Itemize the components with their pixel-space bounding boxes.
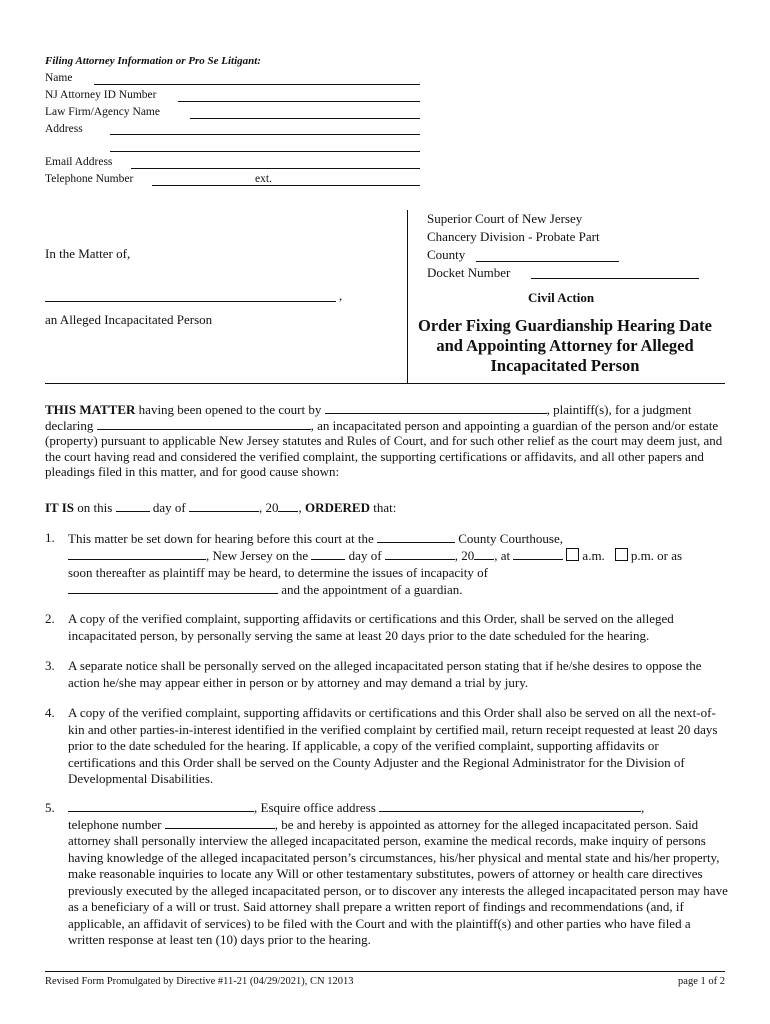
item-4-text: A copy of the verified complaint, supporting affidavits or certifications and this Order shall also be served on all the next-of-kin and other parties-in-interest identified in the verified complaint by certified mail, return receipt requested at least 20 days prior to the date scheduled for the hearing. If applicable, a copy of the verified complaint, supporting affidavits or certifications and this Order shall be served on the County Adjuster and the Regional Administrator for the Division of Developmental Disabilities. <box>68 705 718 786</box>
item-2-text: A copy of the verified complaint, supporting affidavits or certifications and this Order, shall be served on the alleged incapacitated person, by personally serving the same at least 20 days prior to the date scheduled for the hearing. <box>68 611 674 643</box>
item-1-text-g: soon thereafter as plaintiff may be heard, to determine the issues of incapacity of <box>68 565 488 580</box>
email-label: Email Address <box>45 156 113 168</box>
hearing-day-field[interactable] <box>311 548 345 560</box>
item-1-text-h: and the appointment of a guardian. <box>278 582 463 597</box>
incapacitated-person-name-field[interactable] <box>45 301 336 302</box>
intro-part2: , plaintiff(s), for a judgment declaring <box>45 402 692 433</box>
order-month-field[interactable] <box>189 500 259 512</box>
footer-rule <box>45 971 725 972</box>
name-label: Name <box>45 72 73 84</box>
incapacity-person-field[interactable] <box>68 582 278 594</box>
hearing-year-field[interactable] <box>474 548 494 560</box>
intro-paragraph <box>45 402 725 480</box>
county-label: County <box>427 247 466 262</box>
am-checkbox[interactable] <box>566 548 579 561</box>
order-title: Order Fixing Guardianship Hearing Date and Appointing Attorney for Alleged Incapacitated Person <box>418 316 712 375</box>
hearing-month-field[interactable] <box>385 548 455 560</box>
item-5-text-c: telephone number <box>68 816 165 832</box>
attorney-name-field[interactable] <box>68 800 254 812</box>
docket-label: Docket Number <box>427 265 511 280</box>
firm-field[interactable] <box>190 118 420 119</box>
intro-part3: , an incapacitated person and appointing a guardian of the person and/or estate (property) pursuant to applicable New Jersey statutes and Rules of Court, and for such other relief as the court may deem just, and the court having read and considered the verified complaint, the supporting certifications or affidavits, and all other papers and pleadings filed in this matter, and for good cause shown: <box>45 417 723 479</box>
plaintiff-name-field[interactable] <box>325 402 547 414</box>
footer-page-number: page 1 of 2 <box>678 976 725 987</box>
courthouse-county-field[interactable] <box>377 531 455 543</box>
year-prefix-text: , 20 <box>258 500 279 515</box>
item-1-number: 1. <box>45 530 55 545</box>
footer-form-info: Revised Form Promulgated by Directive #11-21 (04/29/2021), CN 12013 <box>45 976 354 987</box>
item-1-text-a: This matter be set down for hearing before this court at the <box>68 531 378 546</box>
ordered-bold: ORDERED <box>304 500 370 515</box>
order-year-field[interactable] <box>278 500 298 512</box>
address-field-line1[interactable] <box>110 134 420 135</box>
pm-label: p.m. or as <box>630 548 683 563</box>
attorney-id-label: NJ Attorney ID Number <box>45 89 157 101</box>
phone-label: Telephone Number <box>45 173 134 185</box>
ext-label: ext. <box>255 173 272 185</box>
item-3-number: 3. <box>45 658 55 673</box>
phone-field[interactable] <box>152 185 420 186</box>
in-matter-label: In the Matter of, <box>45 246 131 261</box>
hearing-time-field[interactable] <box>513 548 563 560</box>
docket-field[interactable] <box>531 278 699 279</box>
item-5 <box>68 800 728 949</box>
civil-action-label: Civil Action <box>528 290 595 305</box>
pm-checkbox[interactable] <box>615 548 628 561</box>
it-is-lead: IT IS <box>45 500 75 515</box>
item-1-text-b: County Courthouse, <box>455 531 563 546</box>
incapacitated-name-field[interactable] <box>97 418 311 430</box>
county-field[interactable] <box>476 261 619 262</box>
item-5-number: 5. <box>45 800 55 815</box>
ordered-line <box>45 500 725 516</box>
item-5-text-a: , Esquire office address <box>254 800 380 815</box>
this-matter-lead: THIS MATTER <box>45 402 136 417</box>
item-1 <box>68 530 728 598</box>
filer-info-heading: Filing Attorney Information or Pro Se Litigant: <box>45 55 261 67</box>
order-day-field[interactable] <box>116 500 150 512</box>
item-3-text: A separate notice shall be personally served on the alleged incapacitated person stating that if he/she desires to oppose the action he/she may appear either in person or by attorney and may demand a trial by jury. <box>68 658 702 690</box>
name-field[interactable] <box>94 84 420 85</box>
caption-divider-horizontal <box>45 383 725 384</box>
item-5-text-b: , <box>641 800 645 815</box>
intro-part1: having been opened to the court by <box>135 402 325 417</box>
hearing-city-field[interactable] <box>68 548 206 560</box>
day-of-text: day of <box>149 500 189 515</box>
address-field-line2[interactable] <box>110 151 420 152</box>
item-1-text-f: , at <box>494 548 514 563</box>
court-name: Superior Court of New Jersey <box>427 211 583 226</box>
item-2-number: 2. <box>45 611 55 626</box>
attorney-phone-field[interactable] <box>165 817 275 829</box>
item-1-text-e: , 20 <box>454 548 475 563</box>
address-label: Address <box>45 123 83 135</box>
on-this-text: on this <box>74 500 116 515</box>
that-text: that: <box>369 500 397 515</box>
caption-comma: , <box>339 288 343 303</box>
attorney-address-field[interactable] <box>379 800 641 812</box>
alleged-person-label: an Alleged Incapacitated Person <box>45 312 213 327</box>
item-1-text-c: , New Jersey on the <box>206 548 312 563</box>
item-5-text-d: , be and hereby is appointed as attorney for the alleged incapacitated person. Said attorney shall personally interview the alleged incapacitated person, examine the medical records, make inquiry of persons having knowledge of the alleged incapacitated person’s circumstances, his/her physical and mental state and his/her property, make reasonable inquiries to locate any Will or other testamentary substitutes, powers of attorney or health care directives previously executed by the alleged incapacitated person, or to discover any interests the alleged incapacitated person may have as a beneficiary of a will or trust. Said attorney shall prepare a written report of findings and recommendations (and, if applicable, an affidavit of services) to be filed with the Court and with the plaintiff(s) and other parties who have filed a written response at least ten (10) days prior to the hearing. <box>68 816 728 947</box>
court-division: Chancery Division - Probate Part <box>427 229 600 244</box>
item-4-number: 4. <box>45 705 55 720</box>
attorney-id-field[interactable] <box>178 101 420 102</box>
am-label: a.m. <box>582 548 605 563</box>
item-1-text-d: day of <box>345 548 385 563</box>
ordered-comma: , <box>298 500 305 515</box>
firm-label: Law Firm/Agency Name <box>45 106 160 118</box>
email-field[interactable] <box>131 168 420 169</box>
